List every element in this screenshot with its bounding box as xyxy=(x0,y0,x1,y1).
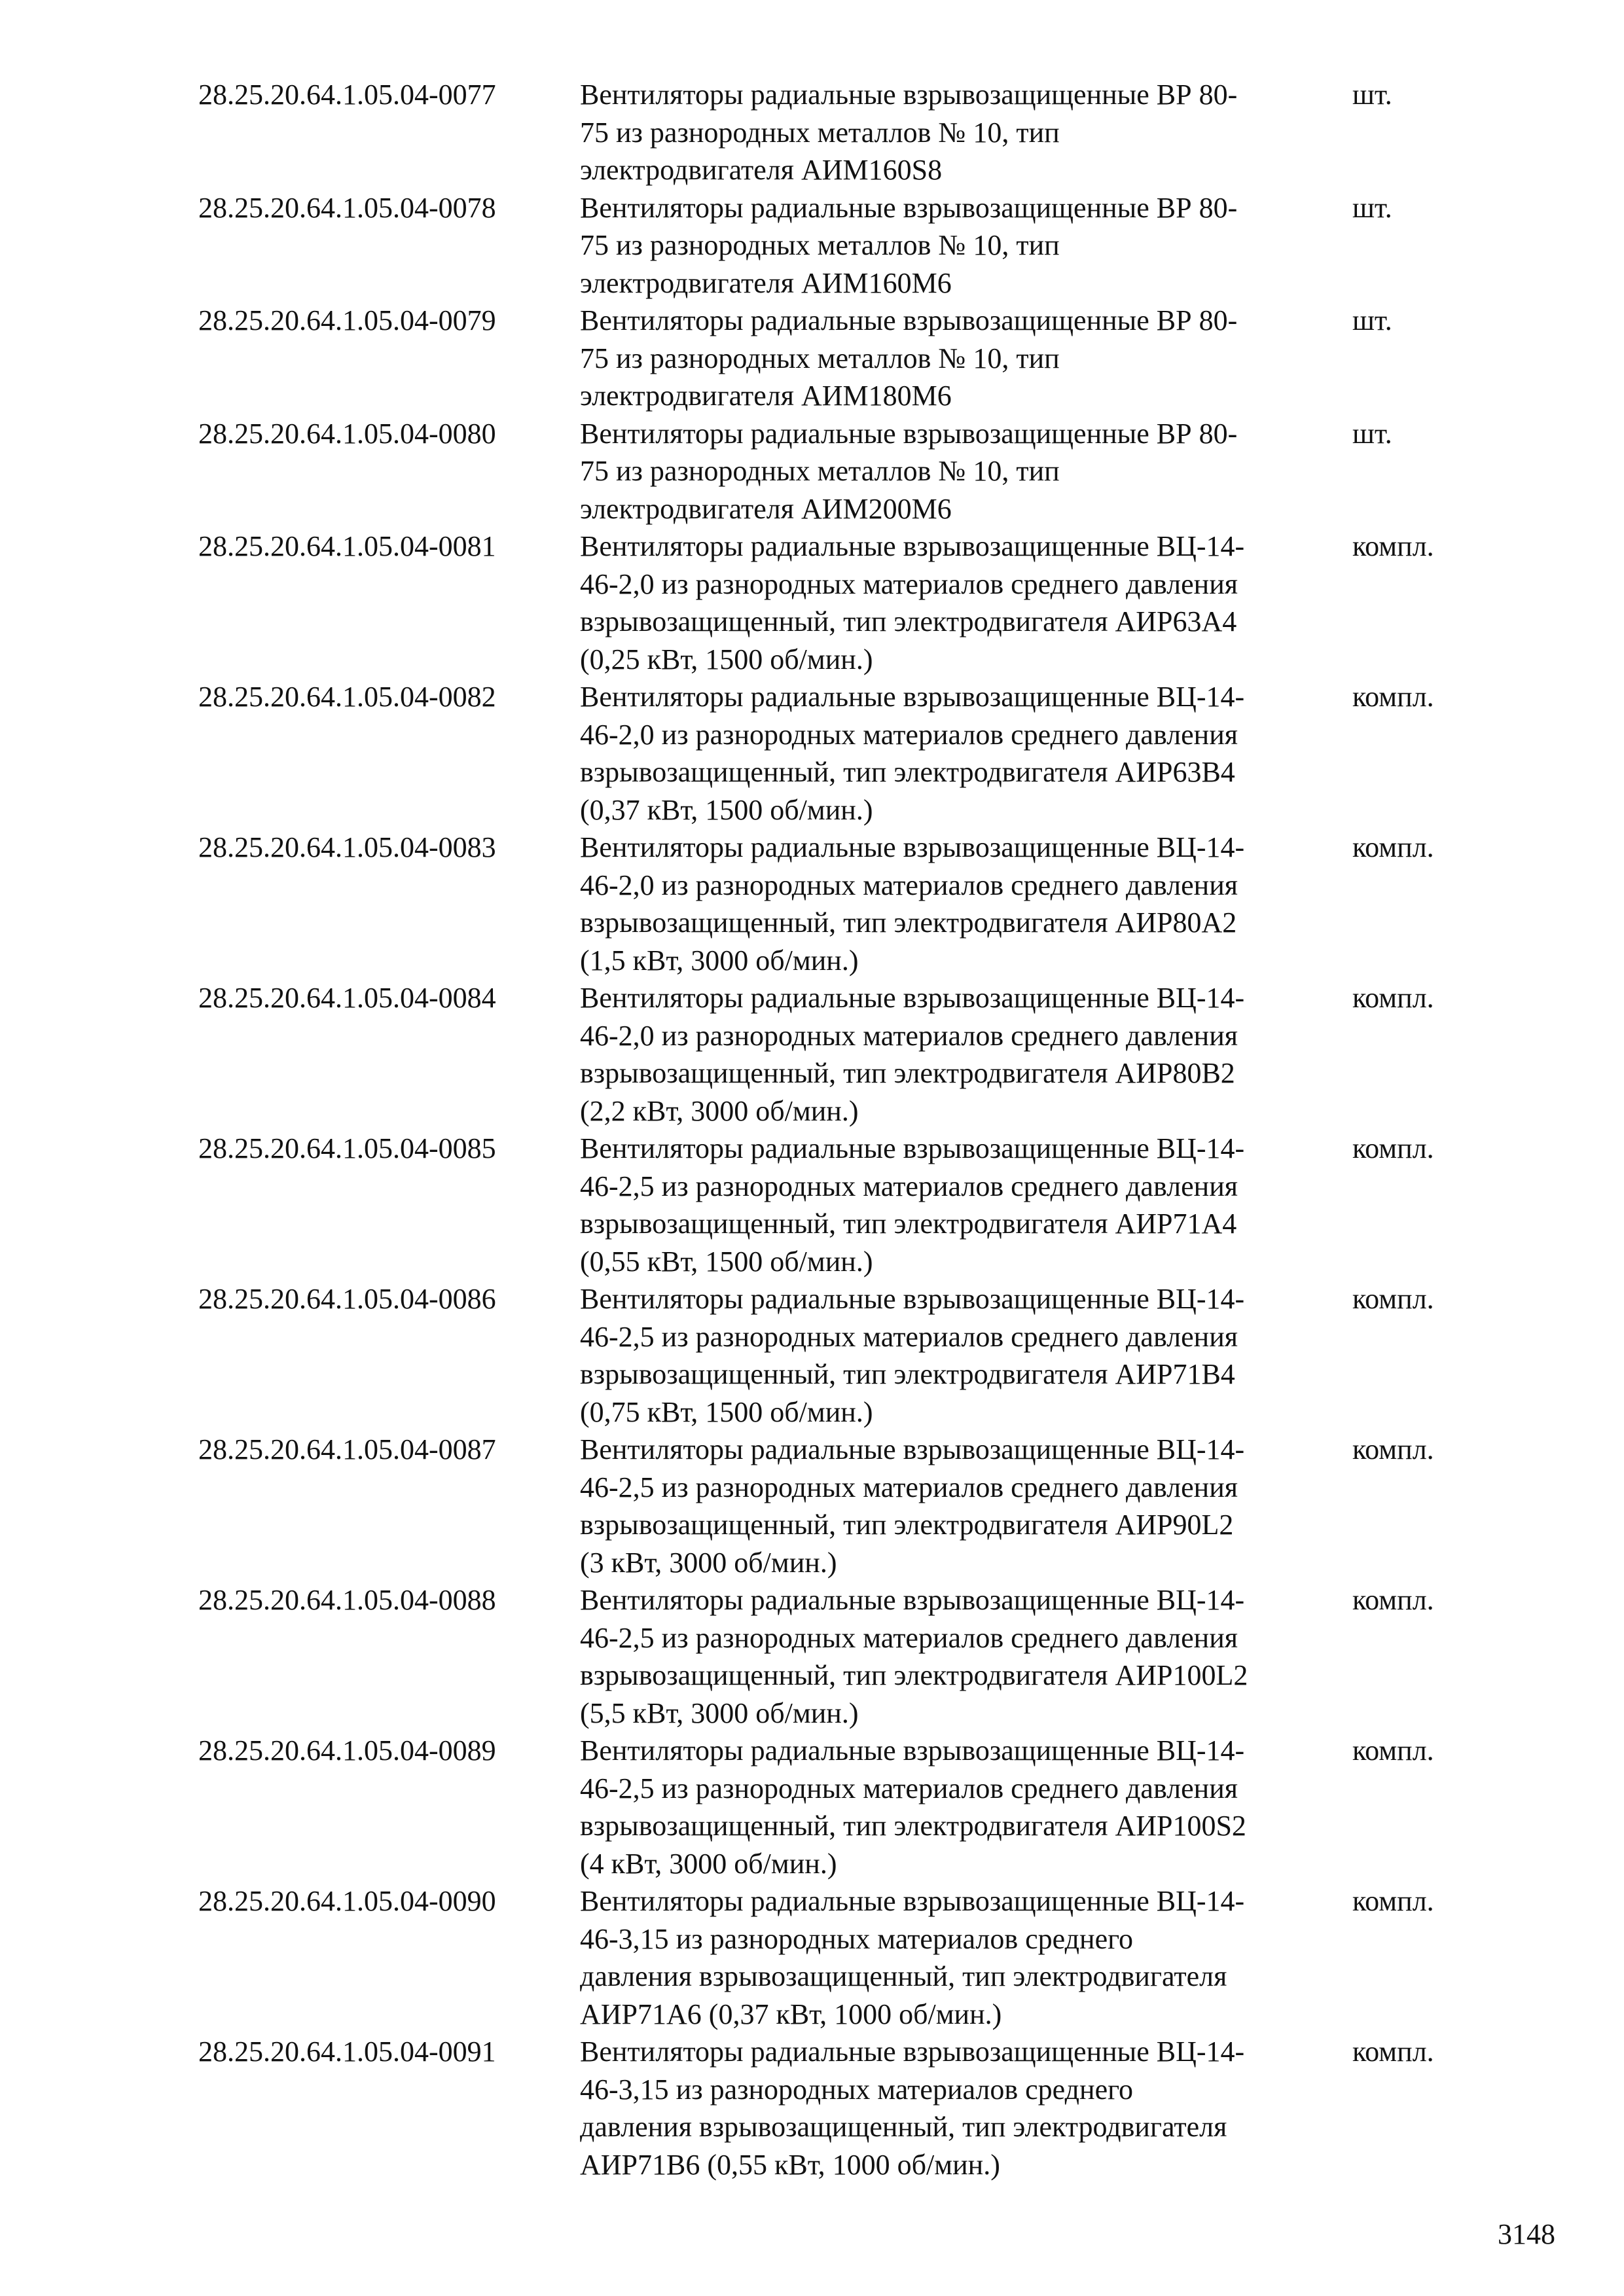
item-unit: шт. xyxy=(1352,191,1392,224)
item-unit: компл. xyxy=(1352,1734,1434,1767)
table-row xyxy=(198,678,1475,829)
item-code: 28.25.20.64.1.05.04-0082 xyxy=(198,681,496,713)
item-description: Вентиляторы радиальные взрывозащищенные ВЦ-14- 46-3,15 из разнородных материалов среднего давления взрывозащищенный, тип электродвигателя АИР71А6 (0,37 кВт, 1000 об/мин.) xyxy=(580,1885,1245,2030)
item-code: 28.25.20.64.1.05.04-0079 xyxy=(198,304,496,336)
item-description: Вентиляторы радиальные взрывозащищенные ВЦ-14- 46-2,0 из разнородных материалов среднего давления взрывозащищенный, тип электродвигателя АИР63А4 (0,25 кВт, 1500 об/мин.) xyxy=(580,530,1245,675)
table-row xyxy=(198,1732,1475,1882)
item-unit: компл. xyxy=(1352,530,1434,562)
item-description: Вентиляторы радиальные взрывозащищенные ВЦ-14- 46-2,5 из разнородных материалов среднего давления взрывозащищенный, тип электродвигателя АИР100S2 (4 кВт, 3000 об/мин.) xyxy=(580,1734,1246,1880)
item-unit: шт. xyxy=(1352,417,1392,450)
item-unit: компл. xyxy=(1352,1433,1434,1465)
item-unit: шт. xyxy=(1352,304,1392,336)
table-row xyxy=(198,829,1475,979)
item-description: Вентиляторы радиальные взрывозащищенные ВР 80- 75 из разнородных металлов № 10, тип электродвигателя АИМ180М6 xyxy=(580,304,1238,412)
page-number: 3148 xyxy=(1498,2218,1555,2250)
item-code: 28.25.20.64.1.05.04-0078 xyxy=(198,191,496,224)
item-description: Вентиляторы радиальные взрывозащищенные ВЦ-14- 46-2,5 из разнородных материалов среднего давления взрывозащищенный, тип электродвигателя АИР71А4 (0,55 кВт, 1500 об/мин.) xyxy=(580,1132,1245,1278)
table-row xyxy=(198,189,1475,302)
table-row xyxy=(198,415,1475,528)
table-row xyxy=(198,302,1475,415)
item-description: Вентиляторы радиальные взрывозащищенные ВР 80- 75 из разнородных металлов № 10, тип электродвигателя АИМ160М6 xyxy=(580,191,1238,299)
item-unit: шт. xyxy=(1352,79,1392,111)
item-code: 28.25.20.64.1.05.04-0089 xyxy=(198,1734,496,1767)
item-unit: компл. xyxy=(1352,2036,1434,2068)
item-description: Вентиляторы радиальные взрывозащищенные ВЦ-14- 46-2,0 из разнородных материалов среднего давления взрывозащищенный, тип электродвигателя АИР80В2 (2,2 кВт, 3000 об/мин.) xyxy=(580,982,1245,1127)
item-unit: компл. xyxy=(1352,982,1434,1014)
item-description: Вентиляторы радиальные взрывозащищенные ВЦ-14- 46-2,5 из разнородных материалов среднего давления взрывозащищенный, тип электродвигателя АИР71В4 (0,75 кВт, 1500 об/мин.) xyxy=(580,1283,1245,1428)
item-code: 28.25.20.64.1.05.04-0086 xyxy=(198,1283,496,1315)
table-row xyxy=(198,979,1475,1130)
table-row xyxy=(198,2033,1475,2183)
item-code: 28.25.20.64.1.05.04-0081 xyxy=(198,530,496,562)
item-unit: компл. xyxy=(1352,1132,1434,1164)
item-description: Вентиляторы радиальные взрывозащищенные ВР 80- 75 из разнородных металлов № 10, тип электродвигателя АИМ200М6 xyxy=(580,417,1238,525)
item-code: 28.25.20.64.1.05.04-0084 xyxy=(198,982,496,1014)
item-code: 28.25.20.64.1.05.04-0077 xyxy=(198,79,496,111)
item-unit: компл. xyxy=(1352,1584,1434,1616)
item-code: 28.25.20.64.1.05.04-0080 xyxy=(198,417,496,450)
item-code: 28.25.20.64.1.05.04-0083 xyxy=(198,831,496,863)
item-code: 28.25.20.64.1.05.04-0087 xyxy=(198,1433,496,1465)
item-unit: компл. xyxy=(1352,1283,1434,1315)
item-description: Вентиляторы радиальные взрывозащищенные ВР 80- 75 из разнородных металлов № 10, тип электродвигателя АИМ160S8 xyxy=(580,79,1238,186)
table-row xyxy=(198,1130,1475,1280)
item-description: Вентиляторы радиальные взрывозащищенные ВЦ-14- 46-2,5 из разнородных материалов среднего давления взрывозащищенный, тип электродвигателя АИР100L2 (5,5 кВт, 3000 об/мин.) xyxy=(580,1584,1248,1729)
item-description: Вентиляторы радиальные взрывозащищенные ВЦ-14- 46-3,15 из разнородных материалов среднего давления взрывозащищенный, тип электродвигателя АИР71В6 (0,55 кВт, 1000 об/мин.) xyxy=(580,2036,1245,2181)
table-row xyxy=(198,528,1475,678)
table-row xyxy=(198,1882,1475,2033)
item-code: 28.25.20.64.1.05.04-0088 xyxy=(198,1584,496,1616)
item-code: 28.25.20.64.1.05.04-0090 xyxy=(198,1885,496,1917)
item-code: 28.25.20.64.1.05.04-0091 xyxy=(198,2036,496,2068)
item-code: 28.25.20.64.1.05.04-0085 xyxy=(198,1132,496,1164)
price-list-table xyxy=(198,76,1475,2183)
table-row xyxy=(198,1280,1475,1431)
table-row xyxy=(198,76,1475,189)
item-description: Вентиляторы радиальные взрывозащищенные ВЦ-14- 46-2,0 из разнородных материалов среднего давления взрывозащищенный, тип электродвигателя АИР63В4 (0,37 кВт, 1500 об/мин.) xyxy=(580,681,1245,826)
item-description: Вентиляторы радиальные взрывозащищенные ВЦ-14- 46-2,5 из разнородных материалов среднего давления взрывозащищенный, тип электродвигателя АИР90L2 (3 кВт, 3000 об/мин.) xyxy=(580,1433,1245,1579)
item-description: Вентиляторы радиальные взрывозащищенные ВЦ-14- 46-2,0 из разнородных материалов среднего давления взрывозащищенный, тип электродвигателя АИР80А2 (1,5 кВт, 3000 об/мин.) xyxy=(580,831,1245,977)
item-unit: компл. xyxy=(1352,1885,1434,1917)
item-unit: компл. xyxy=(1352,681,1434,713)
item-unit: компл. xyxy=(1352,831,1434,863)
table-row xyxy=(198,1431,1475,1581)
table-row xyxy=(198,1581,1475,1732)
